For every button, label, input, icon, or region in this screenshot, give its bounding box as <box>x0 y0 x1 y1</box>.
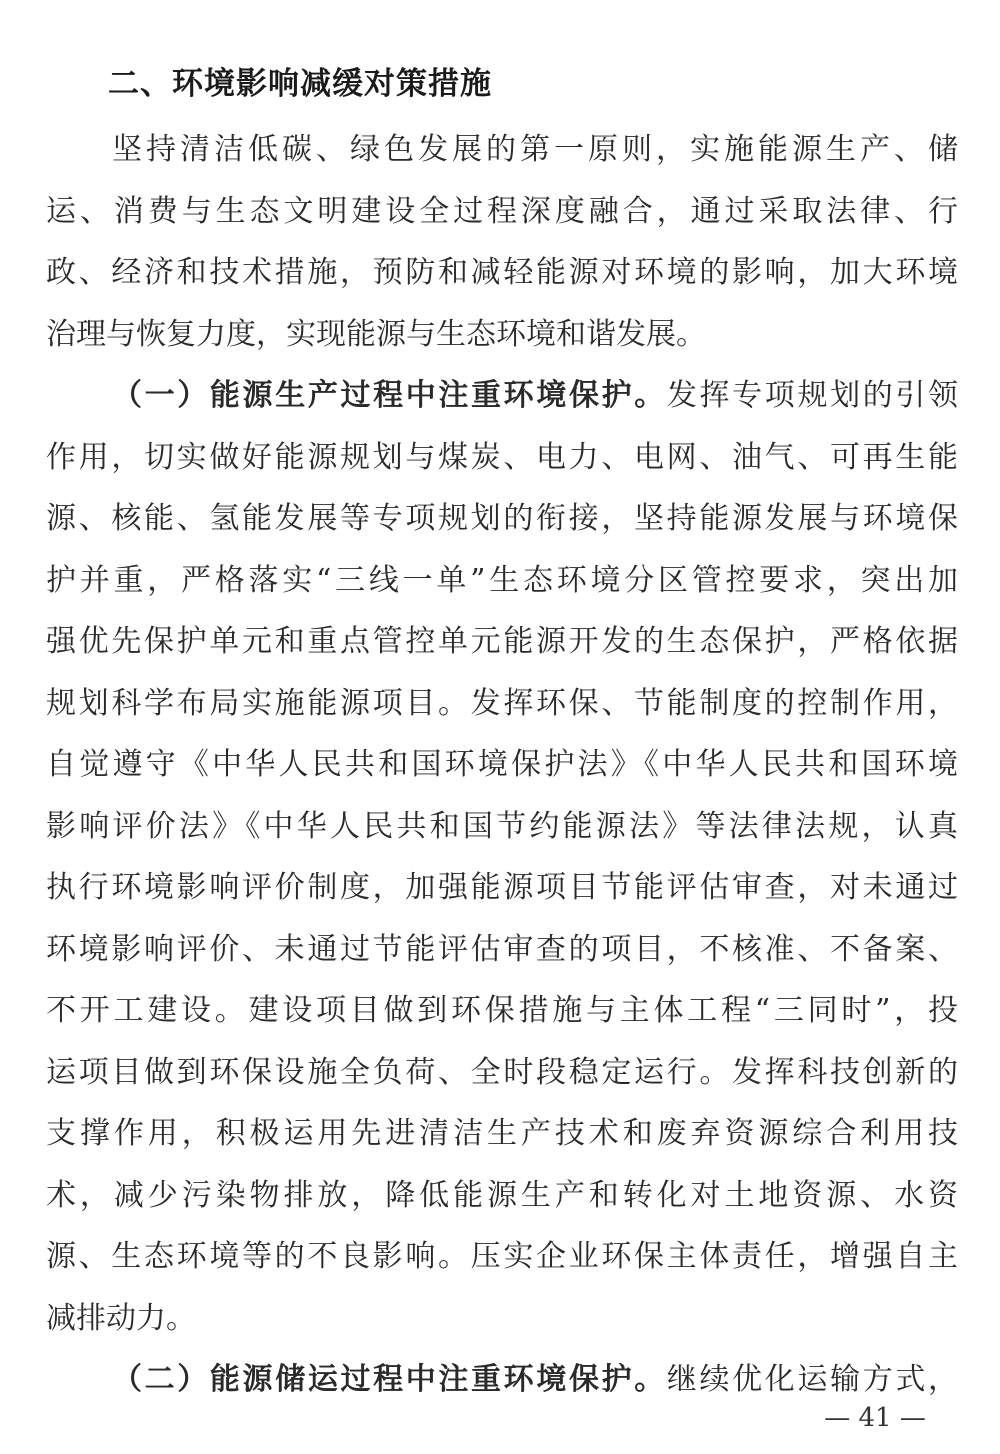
subsection-1-title: 能源生产过程中注重环境保护。 <box>209 378 667 413</box>
paragraph-line: 作用，切实做好能源规划与煤炭、电力、电网、油气、可再生能 <box>46 439 958 475</box>
paragraph-line: 强优先保护单元和重点管控单元能源开发的生态保护，严格依据 <box>46 624 958 659</box>
subsection-marker-2: （二） <box>112 1362 210 1397</box>
paragraph-line: 政、经济和技术措施，预防和减轻能源对环境的影响，加大环境 <box>46 255 958 290</box>
paragraph-line: 规划科学布局实施能源项目。发挥环保、节能制度的控制作用， <box>46 685 958 721</box>
paragraph-line: 支撑作用，积极运用先进清洁生产技术和废弃资源综合利用技 <box>46 1116 958 1151</box>
subsection-2-text: 继续优化运输方式， <box>666 1362 959 1397</box>
paragraph-line: 源、生态环境等的不良影响。压实企业环保主体责任，增强自主 <box>46 1239 958 1274</box>
paragraph-line: 执行环境影响评价制度，加强能源项目节能评估审查，对未通过 <box>46 870 958 905</box>
paragraph-line: 运项目做到环保设施全负荷、全时段稳定运行。发挥科技创新的 <box>46 1054 958 1090</box>
paragraph-line: 影响评价法》《中华人民共和国节约能源法》等法律法规，认真 <box>46 808 958 844</box>
subsection-2-title: 能源储运过程中注重环境保护。 <box>209 1362 667 1397</box>
paragraph-line: 运、消费与生态文明建设全过程深度融合，通过采取法律、行 <box>46 193 958 229</box>
subsection-1-title-line <box>46 365 958 427</box>
page-footer <box>790 1398 960 1438</box>
footer-dash-left: — <box>824 1403 851 1433</box>
paragraph-line: 护并重，严格落实“三线一单”生态环境分区管控要求，突出加 <box>46 562 958 598</box>
paragraph-line: 坚持清洁低碳、绿色发展的第一原则，实施能源生产、储 <box>112 132 958 167</box>
page-number: 41 <box>858 1403 892 1433</box>
footer-dash-right: — <box>899 1403 926 1433</box>
paragraph-line: 术，减少污染物排放，降低能源生产和转化对土地资源、水资 <box>46 1177 958 1213</box>
paragraph-line: 减排动力。 <box>46 1300 196 1336</box>
paragraph-line: 不开工建设。建设项目做到环保措施与主体工程“三同时”，投 <box>46 993 958 1028</box>
subsection-marker-1: （一） <box>112 378 210 413</box>
section-heading: 二、环境影响减缓对策措施 <box>108 66 492 102</box>
paragraph-line: 源、核能、氢能发展等专项规划的衔接，坚持能源发展与环境保 <box>46 501 958 536</box>
paragraph-line: 环境影响评价、未通过节能评估审查的项目，不核准、不备案、 <box>46 931 958 967</box>
paragraph-line: 自觉遵守《中华人民共和国环境保护法》《中华人民共和国环境 <box>46 747 958 782</box>
body-text <box>46 119 958 1411</box>
paragraph-line: 治理与恢复力度，实现能源与生态环境和谐发展。 <box>46 316 706 352</box>
subsection-1-text: 发挥专项规划的引领 <box>666 378 959 413</box>
